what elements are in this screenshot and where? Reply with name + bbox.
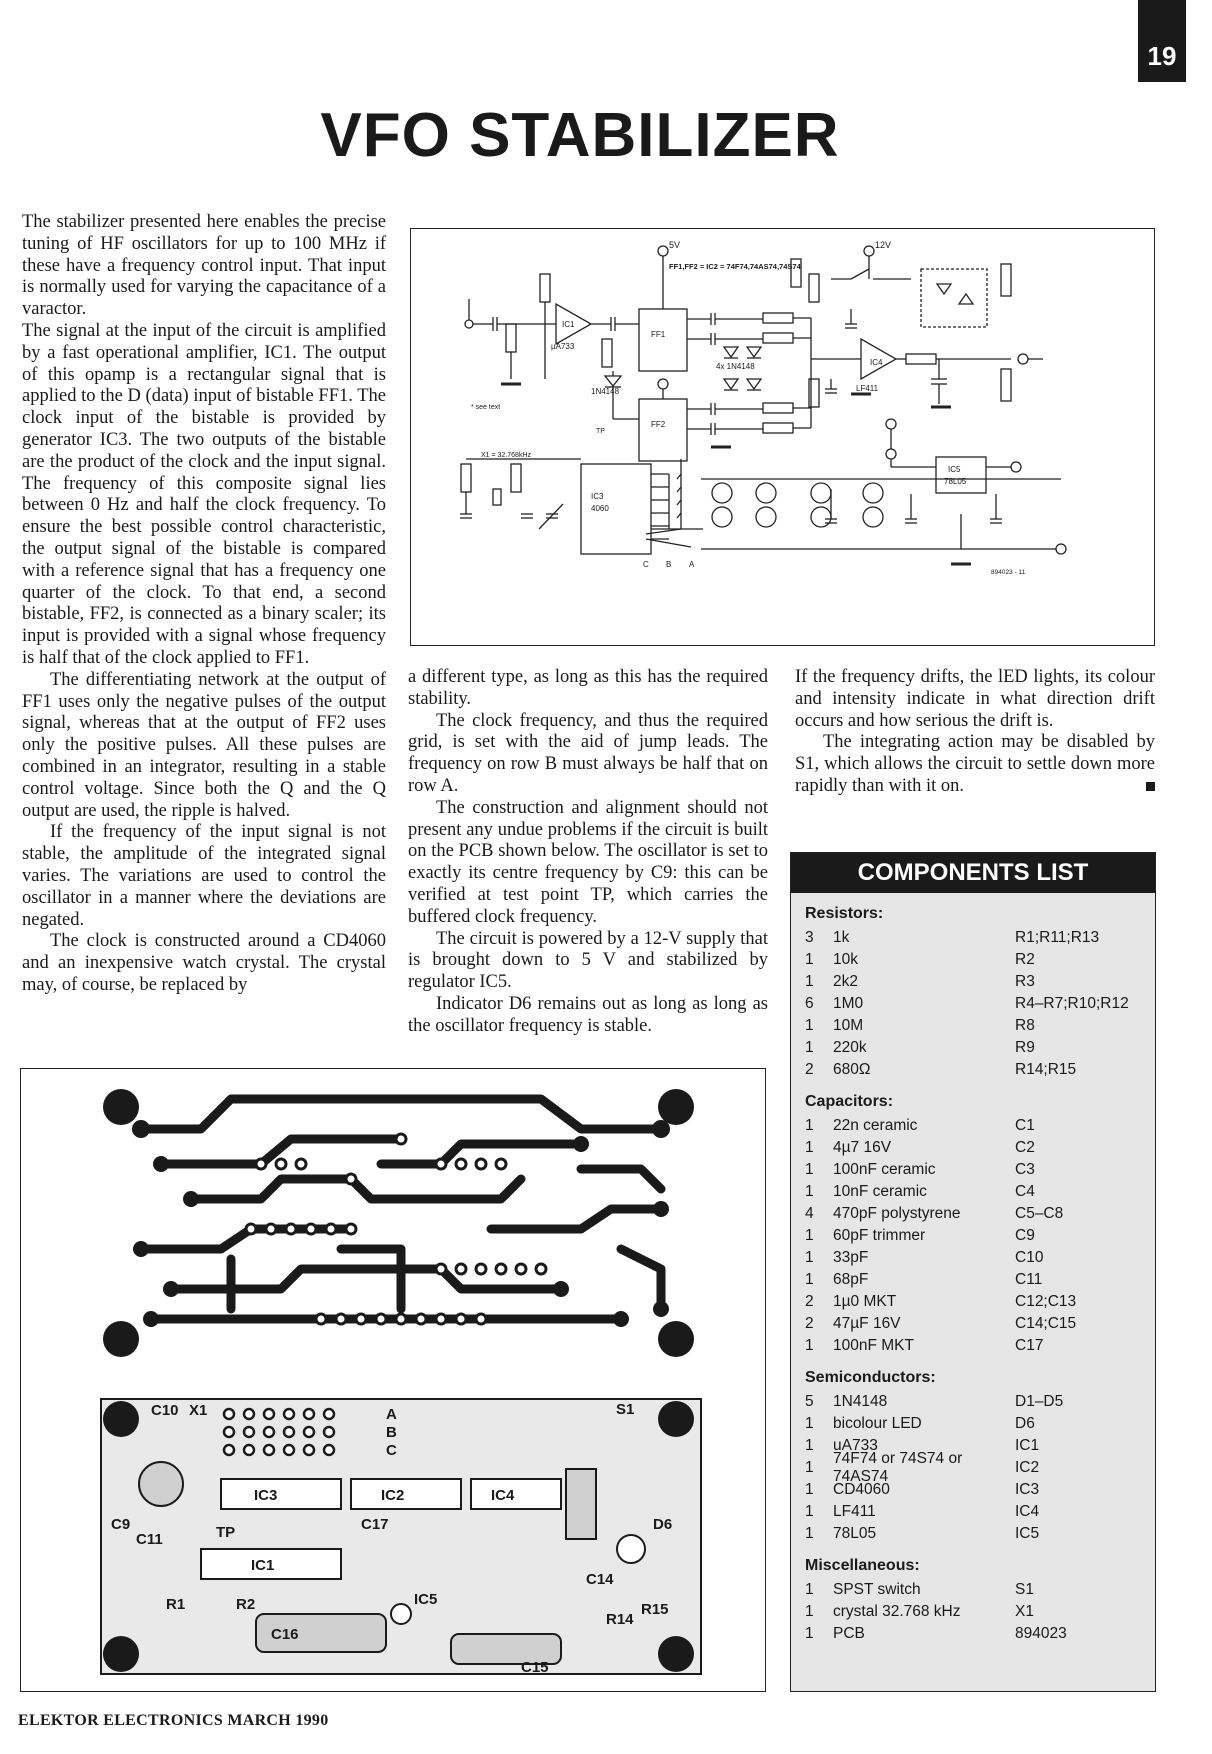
paragraph: The clock frequency, and thus the required grid, is set with the aid of jump leads. The frequency on row B must always be half that on row A. (408, 710, 768, 796)
component-reference: C5–C8 (1015, 1205, 1064, 1222)
label-ic1: IC1 (562, 320, 575, 329)
component-row (801, 993, 1145, 1015)
component-section-title: Resistors: (805, 905, 884, 922)
label-crystal: X1 = 32.768kHz (481, 452, 532, 459)
component-reference: C12;C13 (1015, 1293, 1077, 1310)
label-ic5-type: 78L05 (944, 477, 967, 486)
component-row (801, 1159, 1145, 1181)
components-list (790, 852, 1156, 1692)
paragraph: The construction and alignment should not present any undue problems if the circuit is built on the PCB shown below. The oscillator is set to exactly its centre frequency by C9: this can be verified at test point TP, which carries the buffered clock frequency. (408, 797, 768, 927)
component-quantity: 1 (805, 1039, 814, 1056)
component-row (801, 1269, 1145, 1291)
label-tp: TP (596, 428, 605, 435)
pcb-copper-side (101, 1089, 701, 1359)
paragraph (795, 732, 1155, 797)
component-value: 47µF 16V (833, 1315, 901, 1332)
component-reference: C11 (1015, 1271, 1043, 1288)
pcb-label-d6: D6 (653, 1516, 673, 1533)
component-section (791, 1557, 1155, 1645)
label-row-c: C (643, 560, 649, 569)
component-value: 100nF ceramic (833, 1161, 936, 1178)
component-reference: D1–D5 (1015, 1393, 1064, 1410)
component-value: 470pF polystyrene (833, 1205, 961, 1222)
component-quantity: 1 (805, 1603, 814, 1620)
component-reference: R14;R15 (1015, 1061, 1077, 1078)
figure-number: 894023 - 11 (991, 569, 1026, 576)
component-value: 78L05 (833, 1525, 877, 1542)
pcb-label-row-b: B (386, 1424, 397, 1441)
component-quantity: 2 (805, 1061, 814, 1078)
label-ic1-type: µA733 (551, 342, 575, 351)
component-value: bicolour LED (833, 1415, 922, 1432)
component-quantity: 1 (805, 1437, 814, 1454)
component-reference: IC3 (1015, 1481, 1040, 1498)
component-row (801, 1225, 1145, 1247)
component-value: 60pF trimmer (833, 1227, 926, 1244)
end-mark-icon (1146, 782, 1155, 791)
component-value: PCB (833, 1625, 865, 1642)
pcb-label-c9: C9 (111, 1516, 131, 1533)
component-quantity: 1 (805, 1337, 814, 1354)
component-value: 1µ0 MKT (833, 1293, 897, 1310)
component-value: 100nF MKT (833, 1337, 914, 1354)
component-value: CD4060 (833, 1481, 890, 1498)
components-list-header: COMPONENTS LIST (791, 853, 1155, 893)
component-row (801, 1623, 1145, 1645)
component-quantity: 1 (805, 1227, 814, 1244)
label-see-text: * see text (471, 404, 501, 411)
component-row (801, 1450, 1145, 1485)
component-quantity: 1 (805, 1525, 814, 1542)
component-quantity: 5 (805, 1393, 814, 1410)
component-row (801, 1501, 1145, 1523)
component-quantity: 1 (805, 1139, 814, 1156)
text-column-2 (408, 667, 768, 1038)
component-row (801, 1313, 1145, 1335)
component-quantity: 3 (805, 929, 814, 946)
component-value: 4µ7 16V (833, 1139, 892, 1156)
page-number: 19 (1138, 0, 1186, 82)
component-row (801, 1247, 1145, 1269)
label-5v: 5V (669, 240, 681, 250)
component-value: 2k2 (833, 973, 858, 990)
component-quantity: 1 (805, 1415, 814, 1432)
paragraph: Indicator D6 remains out as long as long as the oscillator frequency is stable. (408, 993, 768, 1036)
component-row (801, 1579, 1145, 1601)
component-row (801, 1479, 1145, 1501)
pcb-label-row-c: C (386, 1442, 397, 1459)
component-reference: R3 (1015, 973, 1035, 990)
component-reference: X1 (1015, 1603, 1034, 1620)
paragraph: The stabilizer presented here enables the precise tuning of HF oscillators for up to 100 MHz if these have a frequency control input. That input is normally used for varying the capacitance of a varactor. (22, 212, 386, 320)
component-quantity: 2 (805, 1315, 814, 1332)
component-reference: S1 (1015, 1581, 1034, 1598)
pcb-label-c17: C17 (361, 1516, 389, 1533)
pcb-label-ic5: IC5 (414, 1591, 438, 1608)
component-value: 68pF (833, 1271, 869, 1288)
text-column-3 (795, 667, 1155, 798)
pcb-label-r15: R15 (641, 1601, 669, 1618)
component-quantity: 1 (805, 1117, 814, 1134)
component-quantity: 1 (805, 1481, 814, 1498)
component-value: 10M (833, 1017, 864, 1034)
components-sections (791, 905, 1155, 1645)
paragraph: The clock is constructed around a CD4060 and an inexpensive watch crystal. The crystal may, of course, be replaced by (22, 931, 386, 995)
pcb-label-ic2: IC2 (381, 1487, 405, 1504)
component-reference: C1 (1015, 1117, 1035, 1134)
paragraph: The differentiating network at the output of FF1 uses only the negative pulses of the output signal, whereas that at the output of FF2 uses only the positive pulses. All these pulses are combined in an integrator, resulting in a stable control voltage. Since both the Q and the Q output are used, the ripple is halved. (22, 669, 386, 821)
ff-note: FF1,FF2 = IC2 = 74F74,74AS74,74S74 (669, 262, 801, 271)
pcb-label-c11: C11 (136, 1531, 163, 1548)
component-section (791, 905, 1155, 1081)
component-quantity: 1 (805, 973, 814, 990)
component-quantity: 1 (805, 1459, 814, 1476)
component-reference: C10 (1015, 1249, 1044, 1266)
component-row (801, 1037, 1145, 1059)
component-row (801, 971, 1145, 993)
component-reference: IC5 (1015, 1525, 1040, 1542)
paragraph: If the frequency of the input signal is not stable, the amplitude of the integrated signal varies. The variations are used to control the oscillator in a manner where the deviations are negated. (22, 822, 386, 930)
pcb-layout (20, 1068, 766, 1692)
component-value: LF411 (833, 1503, 876, 1520)
component-reference: C14;C15 (1015, 1315, 1077, 1332)
label-ff1: FF1 (651, 330, 666, 339)
component-value: SPST switch (833, 1581, 921, 1598)
component-value: uA733 (833, 1437, 878, 1454)
component-row (801, 1015, 1145, 1037)
pcb-label-c16: C16 (271, 1626, 299, 1643)
component-section (791, 1093, 1155, 1357)
component-value: 220k (833, 1039, 867, 1056)
component-row (801, 1391, 1145, 1413)
component-quantity: 4 (805, 1205, 814, 1222)
pcb-label-tp: TP (216, 1524, 236, 1541)
component-reference: R8 (1015, 1017, 1035, 1034)
component-section-title: Capacitors: (805, 1093, 894, 1110)
component-value: 680Ω (833, 1061, 871, 1078)
component-quantity: 1 (805, 1625, 814, 1642)
component-row (801, 1137, 1145, 1159)
component-quantity: 1 (805, 1017, 814, 1034)
pcb-label-ic1: IC1 (251, 1557, 275, 1574)
text-column-1 (22, 212, 386, 997)
paragraph: If the frequency drifts, the lED lights, its colour and intensity indicate in what direction drift occurs and how serious the drift is. (795, 667, 1155, 731)
label-d1: 1N4148 (591, 387, 620, 396)
label-12v: 12V (875, 240, 892, 250)
pcb-label-r2: R2 (236, 1596, 256, 1613)
component-value: 1N4148 (833, 1393, 888, 1410)
component-reference: C3 (1015, 1161, 1035, 1178)
component-reference: C2 (1015, 1139, 1035, 1156)
schematic-drawing (411, 229, 1153, 644)
component-value: 74F74 or 74S74 or 74AS74 (833, 1450, 963, 1485)
pcb-label-ic4: IC4 (491, 1487, 515, 1504)
component-value: 1M0 (833, 995, 864, 1012)
label-row-b: B (666, 560, 672, 569)
component-row (801, 1115, 1145, 1137)
component-row (801, 1335, 1145, 1357)
component-value: 1k (833, 929, 850, 946)
paragraph: The signal at the input of the circuit is amplified by a fast operational amplifier, IC1. The output of this opamp is a rectangular signal that is applied to the D (data) input of bistable FF1. The clock input of the bistable is provided by generator IC3. The two outputs of the bistable are the product of the clock and the input signal. The frequency of this composite signal lies between 0 Hz and half the clock frequency. To ensure the best possible control characteristic, the output signal of the bistable is compared with a reference signal that has a frequency one quarter of the clock. To that end, a second bistable, FF2, is connected as a binary scaler; its input is provided with a signal whose frequency is half that of the clock applied to FF1. (22, 320, 386, 668)
component-row (801, 1523, 1145, 1545)
component-reference: R9 (1015, 1039, 1035, 1056)
component-quantity: 1 (805, 1183, 814, 1200)
component-row (801, 1059, 1145, 1081)
component-reference: C17 (1015, 1337, 1044, 1354)
label-ic3: IC3 (591, 492, 604, 501)
label-diodes: 4x 1N4148 (716, 362, 755, 371)
component-reference: R4–R7;R10;R12 (1015, 995, 1129, 1012)
label-ic4: IC4 (870, 358, 883, 367)
component-row (801, 1203, 1145, 1225)
circuit-schematic (410, 228, 1155, 646)
label-ic4-type: LF411 (856, 384, 879, 393)
component-section-title: Semiconductors: (805, 1369, 936, 1386)
component-quantity: 1 (805, 1503, 814, 1520)
pcb-label-c10: C10 (151, 1402, 179, 1419)
pcb-component-side (101, 1399, 701, 1676)
component-quantity: 1 (805, 1161, 814, 1178)
paragraph: a different type, as long as this has the required stability. (408, 667, 768, 709)
pcb-label-c15: C15 (521, 1659, 549, 1676)
component-value: 10nF ceramic (833, 1183, 927, 1200)
component-reference: IC1 (1015, 1437, 1040, 1454)
component-reference: 894023 (1015, 1625, 1067, 1642)
component-row (801, 1181, 1145, 1203)
pcb-label-r1: R1 (166, 1596, 186, 1613)
component-quantity: 1 (805, 1249, 814, 1266)
component-row (801, 927, 1145, 949)
component-row (801, 1291, 1145, 1313)
component-value: 33pF (833, 1249, 869, 1266)
component-section-title: Miscellaneous: (805, 1557, 920, 1574)
pcb-drawing (21, 1069, 764, 1690)
component-row (801, 949, 1145, 971)
component-reference: IC4 (1015, 1503, 1040, 1520)
article-title: VFO STABILIZER (320, 101, 840, 170)
component-reference: R1;R11;R13 (1015, 929, 1100, 946)
component-reference: C4 (1015, 1183, 1035, 1200)
label-row-a: A (689, 560, 695, 569)
component-reference: D6 (1015, 1415, 1035, 1432)
component-quantity: 1 (805, 951, 814, 968)
component-value: 22n ceramic (833, 1117, 918, 1134)
component-row (801, 1413, 1145, 1435)
component-row (801, 1601, 1145, 1623)
component-reference: C9 (1015, 1227, 1035, 1244)
paragraph: The circuit is powered by a 12-V supply that is brought down to 5 V and stabilized by regulator IC5. (408, 928, 768, 993)
label-ic3-type: 4060 (591, 504, 609, 513)
pcb-label-x1: X1 (189, 1402, 208, 1419)
component-reference: R2 (1015, 951, 1035, 968)
component-quantity: 1 (805, 1271, 814, 1288)
component-value: 10k (833, 951, 858, 968)
component-value: crystal 32.768 kHz (833, 1603, 961, 1620)
page-footer: ELEKTOR ELECTRONICS MARCH 1990 (18, 1712, 329, 1729)
paragraph-text: The integrating action may be disabled by S1, which allows the circuit to settle down more rapidly than with it on. (795, 732, 1155, 796)
pcb-label-ic3: IC3 (254, 1487, 278, 1504)
component-quantity: 6 (805, 995, 814, 1012)
label-ic5: IC5 (948, 465, 961, 474)
pcb-label-s1: S1 (616, 1401, 635, 1418)
component-reference: IC2 (1015, 1459, 1040, 1476)
pcb-label-c14: C14 (586, 1571, 614, 1588)
label-ff2: FF2 (651, 420, 666, 429)
component-quantity: 1 (805, 1581, 814, 1598)
component-section (791, 1369, 1155, 1545)
pcb-label-row-a: A (386, 1406, 397, 1423)
component-quantity: 2 (805, 1293, 814, 1310)
pcb-label-r14: R14 (606, 1611, 634, 1628)
